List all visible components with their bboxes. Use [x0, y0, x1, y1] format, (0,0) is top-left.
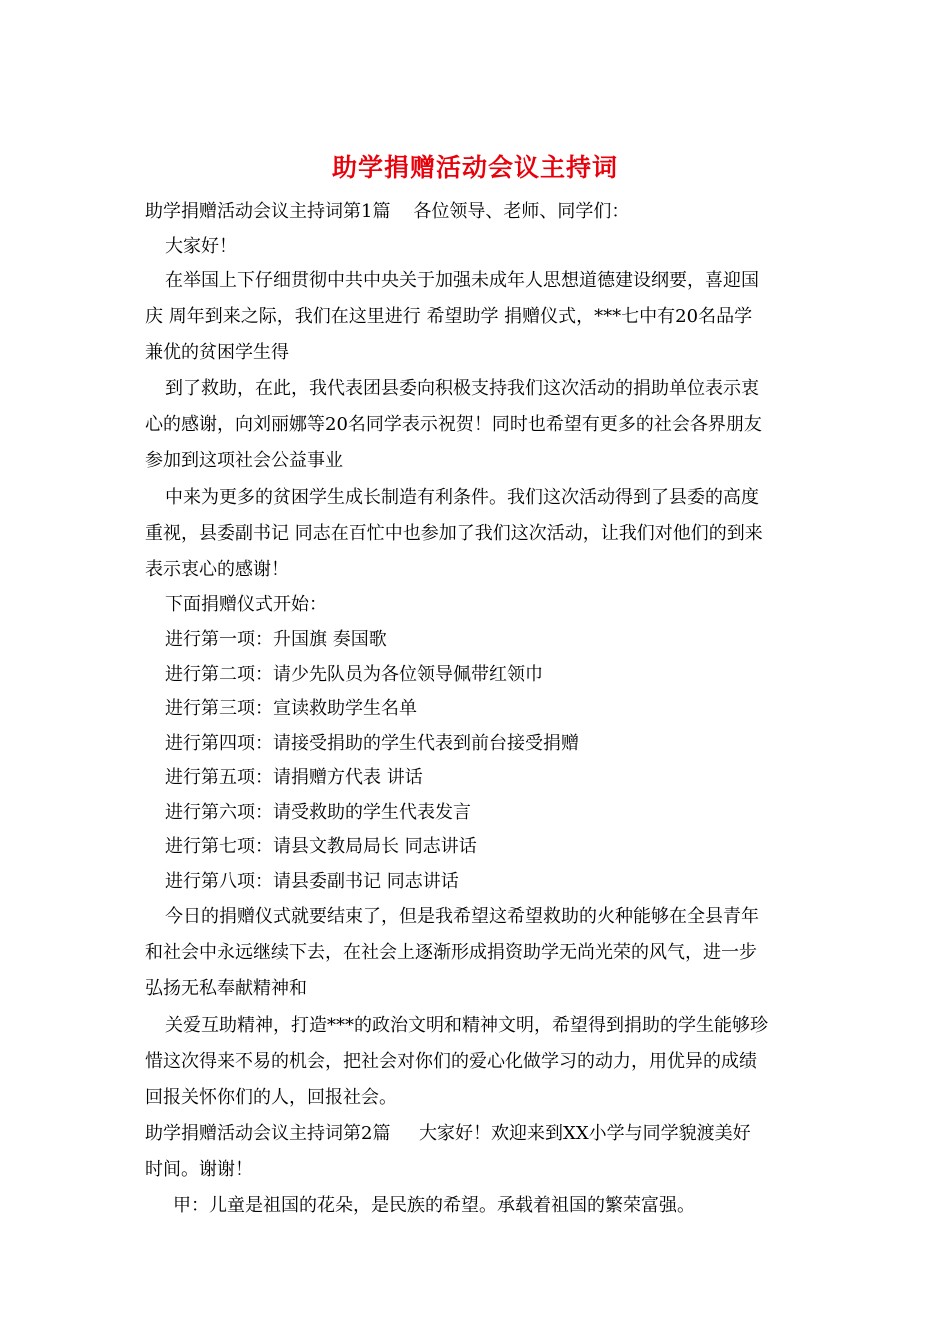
- text-line: 心的感谢，向刘丽娜等20名同学表示祝贺！同时也希望有更多的社会各界朋友: [145, 414, 762, 435]
- text-line: 进行第二项：请少先队员为各位领导佩带红领巾: [165, 664, 543, 685]
- text-line: 回报关怀你们的人，回报社会。: [145, 1087, 397, 1108]
- text-line: 重视，县委副书记 同志在百忙中也参加了我们这次活动，让我们对他们的到来: [145, 523, 763, 544]
- text-line: 进行第三项：宣读救助学生名单: [165, 698, 417, 719]
- document-title: 助学捐赠活动会议主持词: [331, 153, 618, 182]
- text-line: 甲：儿童是祖国的花朵，是民族的希望。承载着祖国的繁荣富强。: [173, 1195, 695, 1216]
- text-line: 在举国上下仔细贯彻中共中央关于加强未成年人思想道德建设纲要，喜迎国: [165, 270, 759, 291]
- text-line: 关爱互助精神，打造***的政治文明和精神文明，希望得到捐助的学生能够珍: [165, 1015, 768, 1036]
- text-line: 助学捐赠活动会议主持词第2篇 大家好！欢迎来到XX小学与同学貌渡美好: [145, 1123, 751, 1144]
- text-line: 进行第五项：请捐赠方代表 讲话: [165, 767, 423, 788]
- text-line: 助学捐赠活动会议主持词第1篇 各位领导、老师、同学们：: [145, 201, 630, 222]
- text-line: 进行第六项：请受救助的学生代表发言: [165, 802, 471, 823]
- text-line: 兼优的贫困学生得: [145, 342, 289, 363]
- text-line: 下面捐赠仪式开始：: [165, 594, 327, 615]
- text-line: 和社会中永远继续下去，在社会上逐渐形成捐资助学无尚光荣的风气，进一步: [145, 942, 757, 963]
- text-line: 到了救助，在此，我代表团县委向积极支持我们这次活动的捐助单位表示衷: [165, 378, 759, 399]
- text-line: 进行第一项：升国旗 奏国歌: [165, 629, 387, 650]
- text-line: 惜这次得来不易的机会，把社会对你们的爱心化做学习的动力，用优异的成绩: [145, 1051, 757, 1072]
- text-line: 参加到这项社会公益事业: [145, 450, 343, 471]
- text-line: 时间。谢谢！: [145, 1159, 253, 1180]
- text-line: 大家好！: [165, 236, 237, 257]
- text-line: 今日的捐赠仪式就要结束了，但是我希望这希望救助的火种能够在全县青年: [165, 906, 759, 927]
- text-line: 进行第四项：请接受捐助的学生代表到前台接受捐赠: [165, 733, 579, 754]
- text-line: 庆 周年到来之际，我们在这里进行 希望助学 捐赠仪式，***七中有20名品学: [145, 306, 753, 327]
- text-line: 弘扬无私奉献精神和: [145, 978, 307, 999]
- text-line: 进行第八项：请县委副书记 同志讲话: [165, 871, 459, 892]
- text-line: 进行第七项：请县文教局局长 同志讲话: [165, 836, 477, 857]
- text-line: 中来为更多的贫困学生成长制造有利条件。我们这次活动得到了县委的高度: [165, 487, 759, 508]
- text-line: 表示衷心的感谢！: [145, 559, 289, 580]
